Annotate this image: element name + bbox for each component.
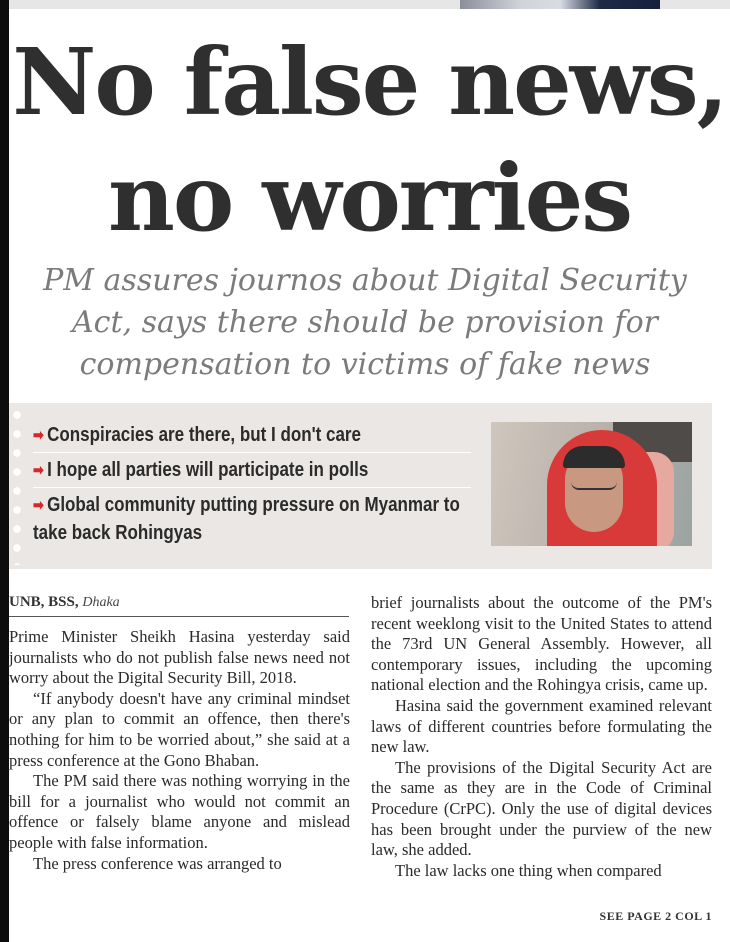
perforation-edge [13,411,21,565]
highlight-text: Global community putting pressure on Myanmar to take back Rohingyas [33,494,460,544]
article-paragraph: “If anybody doesn't have any criminal mindset or any plan to commit an offence, then there's nothing for him to be worried about,” she said at a press conference at the Gono Bhaban. [9,688,350,770]
highlight-item [33,492,471,547]
continuation-jump-link[interactable]: SEE PAGE 2 COL 1 [599,909,712,923]
red-arrow-icon: ➡ [33,427,44,444]
red-arrow-icon: ➡ [33,462,44,479]
red-arrow-icon: ➡ [33,497,44,514]
article-paragraph: The PM said there was nothing worrying in the bill for a journalist who would not commit an offence or falsely blame anyone and mislead people with false information. [9,771,350,852]
byline-place: Dhaka [82,595,120,610]
article-paragraph: The law lacks one thing when compared [395,860,662,880]
headline-line-1: No false news, [12,28,727,136]
article-column-1 [9,627,350,874]
highlight-item [33,422,407,450]
pm-photo [491,422,692,546]
left-margin-bar [0,0,9,942]
highlight-text: Conspiracies are there, but I don't care [47,424,362,446]
headline-line-2: no worries [107,144,632,252]
top-photo-crop [460,0,660,9]
article-paragraph: Hasina said the government examined relevant laws of different countries before formulating the new law. [371,695,712,757]
highlight-text: I hope all parties will participate in polls [47,459,369,481]
byline-agency: UNB, BSS, [9,594,79,610]
article-paragraph: Prime Minister Sheikh Hasina yesterday said journalists who do not publish false news need not worry about the Digital Security Bill, 2018. [9,627,350,688]
highlight-divider [33,452,471,453]
article-paragraph: The press conference was arranged to [33,853,282,873]
highlight-divider [33,487,471,488]
byline [9,594,349,617]
article-paragraph: brief journalists about the outcome of the PM's recent weeklong visit to the United States to attend the 73rd UN General Assembly. However, all contemporary issues, including the upcoming national election and the Rohingya crisis, came up. [371,593,712,695]
article-paragraph: The provisions of the Digital Security Act are the same as they are in the Code of Criminal Procedure (CrPC). Only the use of digital devices has been brought under the purview of the new law, she added. [371,757,712,860]
highlight-item [33,457,407,485]
deck-subheadline: PM assures journos about Digital Security Act, says there should be provision for compensation to victims of fake news [43,263,687,382]
article-column-2 [371,593,712,881]
